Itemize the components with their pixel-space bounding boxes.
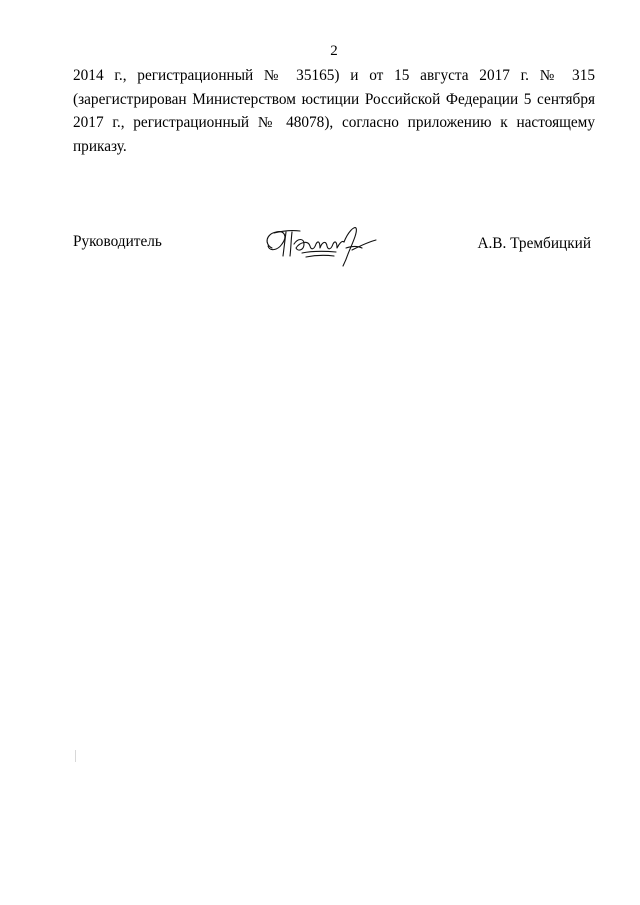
scan-artifact xyxy=(75,750,76,762)
handwritten-signature xyxy=(258,220,378,270)
signer-name: А.В. Трембицкий xyxy=(477,235,591,252)
signature-block xyxy=(73,228,595,278)
paragraph-line: (зарегистрирован Министерством юстиции Российской Федерации 5 сентября xyxy=(73,90,595,108)
page-number: 2 xyxy=(330,43,338,59)
position-title: Руководитель xyxy=(73,233,162,250)
body-paragraph xyxy=(73,64,595,158)
paragraph-line: приказу. xyxy=(73,137,127,155)
paragraph-line: 2017 г., регистрационный № 48078), согласно приложению к настоящему xyxy=(73,114,595,131)
paragraph-line: 2014 г., регистрационный № 35165) и от 15 августа 2017 г. № 315 xyxy=(73,67,595,84)
